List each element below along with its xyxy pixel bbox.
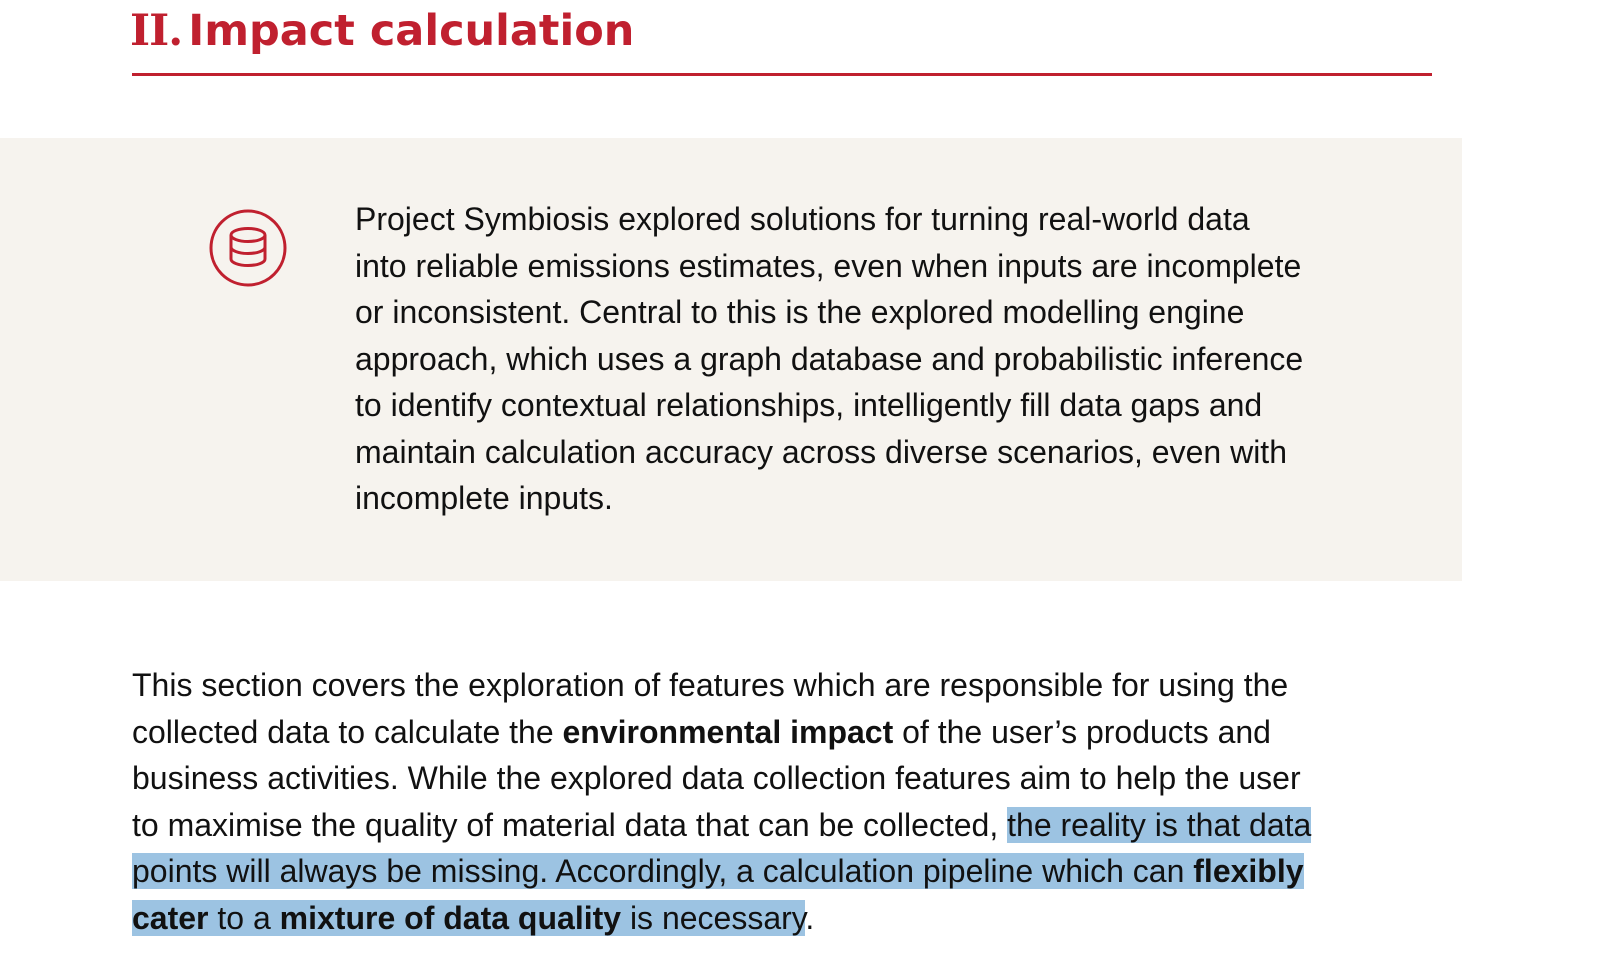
body-line [132, 802, 1442, 849]
body-line [132, 895, 1442, 942]
callout-text [355, 196, 1395, 522]
body-paragraph[interactable] [132, 662, 1442, 941]
callout-line: or inconsistent. Central to this is the explored modelling engine [355, 294, 1245, 330]
body-line [132, 755, 1442, 802]
body-text-run: points will always be missing. Accordingly, a calculation pipeline which can [132, 853, 1194, 889]
heading-divider [132, 73, 1432, 76]
body-line [132, 662, 1442, 709]
selected-text[interactable] [132, 853, 1304, 889]
selected-text[interactable]: the reality is that data [1007, 806, 1312, 843]
bold-text-run: mixture of data quality [279, 899, 622, 936]
body-line [132, 709, 1442, 756]
body-text-run: collected data to calculate the [132, 713, 563, 750]
bold-text-run: cater [132, 899, 209, 936]
bold-text-run: flexibly [1193, 853, 1304, 889]
database-icon [208, 208, 288, 288]
callout-line: to identify contextual relationships, intelligently fill data gaps and [355, 387, 1263, 423]
section-heading [130, 2, 634, 60]
body-text-run: . [805, 899, 815, 936]
body-line [132, 848, 1442, 895]
bold-text-run: environmental impact [562, 713, 894, 750]
body-text-run: is necessary [621, 899, 806, 936]
body-text-run: This section covers the exploration of features which are responsible for using the [132, 667, 1289, 703]
section-number: II. [130, 6, 183, 56]
body-text-run: of the user’s products and [893, 713, 1271, 750]
body-text-run: business activities. While the explored data collection features aim to help the user [132, 760, 1301, 796]
selected-text[interactable] [132, 900, 805, 936]
callout-line: incomplete inputs. [355, 480, 613, 516]
callout-line: into reliable emissions estimates, even when inputs are incomplete [355, 247, 1302, 284]
callout-line: Project Symbiosis explored solutions for turning real-world data [355, 201, 1250, 237]
body-text-run: to a [208, 899, 280, 936]
callout-line: approach, which uses a graph database and probabilistic inference [355, 340, 1304, 377]
body-text-run: to maximise the quality of material data that can be collected, [132, 806, 1008, 843]
section-title: Impact calculation [188, 6, 635, 56]
callout-line: maintain calculation accuracy across diverse scenarios, even with [355, 433, 1287, 470]
